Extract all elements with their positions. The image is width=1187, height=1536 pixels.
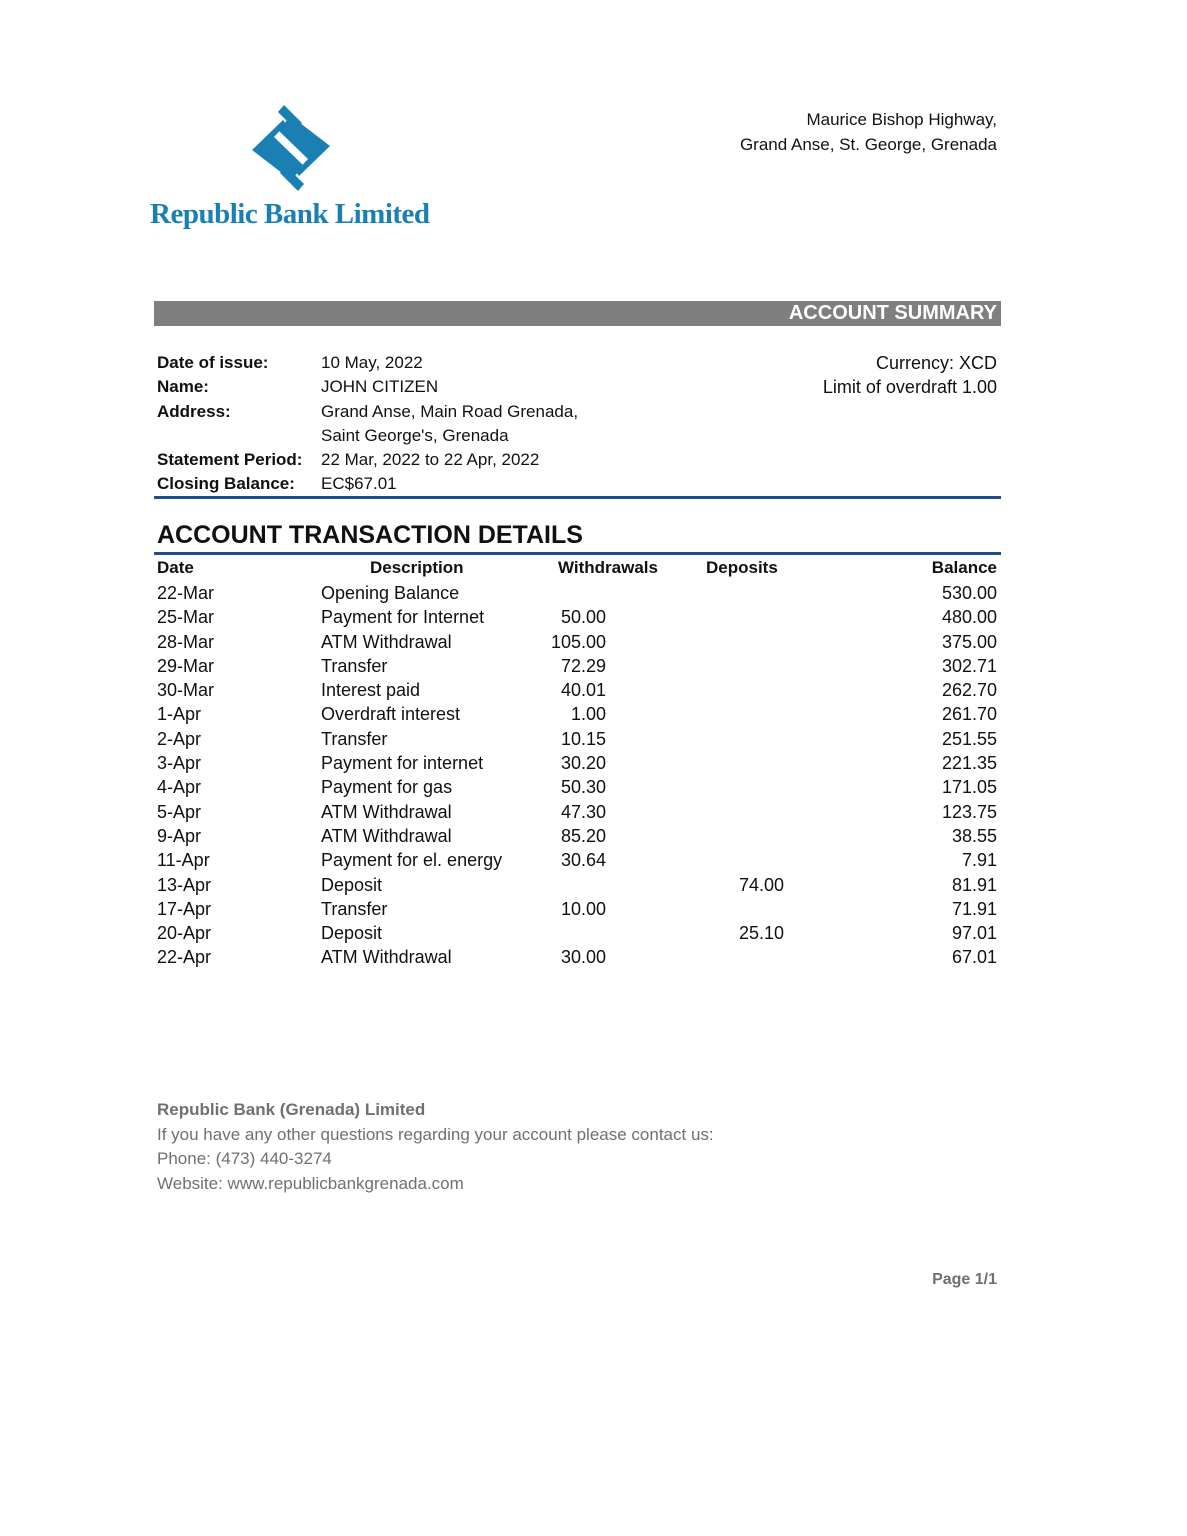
row-description: Transfer <box>321 728 388 749</box>
header-balance: Balance <box>931 558 997 577</box>
header-description: Description <box>370 558 464 577</box>
table-row <box>157 751 997 775</box>
bank-logo-icon <box>246 100 336 196</box>
info-row-period <box>157 448 578 472</box>
header-date: Date <box>157 558 194 577</box>
name-value: JOHN CITIZEN <box>321 377 439 397</box>
period-value: 22 Mar, 2022 to 22 Apr, 2022 <box>321 450 540 470</box>
row-withdrawal: 1.00 <box>570 704 606 725</box>
row-date: 17-Apr <box>157 898 212 919</box>
closing-value: EC$67.01 <box>321 474 397 494</box>
info-row-address <box>157 400 578 424</box>
row-balance: 530.00 <box>941 583 997 603</box>
address-label: Address: <box>157 401 231 421</box>
account-summary-bar: ACCOUNT SUMMARY <box>154 301 1001 326</box>
transactions-divider <box>154 552 1001 555</box>
date-value: 10 May, 2022 <box>321 353 423 372</box>
bank-address-line2: Grand Anse, St. George, Grenada <box>739 135 997 154</box>
table-row <box>157 824 997 848</box>
row-date: 20-Apr <box>157 923 212 944</box>
row-date: 4-Apr <box>157 777 202 798</box>
row-balance: 71.91 <box>951 898 997 919</box>
row-withdrawal: 10.00 <box>560 898 606 919</box>
row-balance: 97.01 <box>951 923 997 944</box>
row-balance: 38.55 <box>951 825 997 846</box>
table-row <box>157 800 997 824</box>
row-date: 22-Mar <box>157 583 215 603</box>
row-balance: 261.70 <box>941 704 997 725</box>
table-row <box>157 848 997 872</box>
row-balance: 81.91 <box>951 874 997 895</box>
row-description: Payment for internet <box>321 753 484 774</box>
row-balance: 171.05 <box>941 777 997 798</box>
overdraft-limit: Limit of overdraft 1.00 <box>822 377 997 398</box>
footer-phone: Phone: (473) 440-3274 <box>157 1149 332 1168</box>
row-deposit: 25.10 <box>738 923 784 944</box>
address-value-line1: Grand Anse, Main Road Grenada, <box>321 401 579 421</box>
row-description: Interest paid <box>321 680 421 701</box>
row-withdrawal: 30.20 <box>560 753 606 774</box>
row-description: Overdraft interest <box>321 704 461 725</box>
row-date: 2-Apr <box>157 728 202 749</box>
table-row <box>157 605 997 629</box>
row-date: 1-Apr <box>157 704 202 725</box>
row-withdrawal: 50.30 <box>560 777 606 798</box>
row-balance: 480.00 <box>941 607 997 628</box>
row-description: Deposit <box>321 874 383 895</box>
row-withdrawal: 30.64 <box>560 850 606 871</box>
page-number: Page 1/1 <box>932 1271 997 1288</box>
row-description: ATM Withdrawal <box>321 947 452 968</box>
info-row-name <box>157 375 578 399</box>
row-date: 5-Apr <box>157 801 202 822</box>
header-withdrawals: Withdrawals <box>558 558 658 577</box>
info-row-closing <box>157 472 578 496</box>
footer-contact: If you have any other questions regarding your account please contact us: <box>157 1124 714 1144</box>
currency-value: Currency: XCD <box>875 353 997 373</box>
row-description: Payment for Internet <box>321 607 485 628</box>
table-row <box>157 921 997 945</box>
header-deposits: Deposits <box>706 558 778 577</box>
row-date: 9-Apr <box>157 825 202 846</box>
table-row <box>157 702 997 726</box>
row-withdrawal: 85.20 <box>560 825 606 846</box>
row-withdrawal: 72.29 <box>560 655 606 676</box>
footer <box>157 1098 714 1196</box>
date-label: Date of issue: <box>157 353 269 372</box>
bank-address-line1: Maurice Bishop Highway, <box>806 110 997 129</box>
table-row <box>157 654 997 678</box>
row-withdrawal: 105.00 <box>550 631 606 652</box>
row-date: 28-Mar <box>157 631 215 652</box>
account-info <box>157 351 578 497</box>
table-row <box>157 873 997 897</box>
row-date: 3-Apr <box>157 753 202 774</box>
row-balance: 375.00 <box>941 631 997 652</box>
transactions-header <box>157 556 997 580</box>
table-row <box>157 727 997 751</box>
account-info-right <box>823 351 997 400</box>
row-description: ATM Withdrawal <box>321 825 452 846</box>
row-date: 30-Mar <box>157 680 215 701</box>
row-balance: 7.91 <box>961 850 997 871</box>
row-deposit: 74.00 <box>738 874 784 895</box>
info-row-address-2 <box>157 424 578 448</box>
table-row <box>157 678 997 702</box>
bank-logo-text: Republic Bank Limited <box>150 198 430 230</box>
row-description: Transfer <box>321 655 388 676</box>
row-withdrawal: 47.30 <box>560 801 606 822</box>
row-description: Payment for el. energy <box>321 850 503 871</box>
address-value-line2: Saint George's, Grenada <box>321 425 509 445</box>
row-balance: 67.01 <box>951 947 997 968</box>
row-balance: 221.35 <box>941 753 997 774</box>
row-description: ATM Withdrawal <box>321 631 452 652</box>
table-row <box>157 775 997 799</box>
name-label: Name: <box>157 377 209 397</box>
table-row <box>157 581 997 605</box>
row-withdrawal: 30.00 <box>560 947 606 968</box>
row-date: 25-Mar <box>157 607 215 628</box>
closing-label: Closing Balance: <box>157 474 295 494</box>
footer-website: Website: www.republicbankgrenada.com <box>157 1173 464 1193</box>
row-balance: 123.75 <box>941 801 997 822</box>
footer-company: Republic Bank (Grenada) Limited <box>157 1100 426 1119</box>
transactions-table <box>157 581 997 970</box>
row-description: Payment for gas <box>321 777 453 798</box>
row-description: Transfer <box>321 898 388 919</box>
row-date: 11-Apr <box>157 850 210 871</box>
transactions-title: ACCOUNT TRANSACTION DETAILS <box>157 521 583 549</box>
bank-address <box>740 107 997 157</box>
period-label: Statement Period: <box>157 450 303 470</box>
row-withdrawal: 10.15 <box>560 728 606 749</box>
table-row <box>157 897 997 921</box>
row-description: Opening Balance <box>321 583 460 603</box>
row-date: 22-Apr <box>157 947 212 968</box>
row-description: ATM Withdrawal <box>321 801 452 822</box>
row-balance: 262.70 <box>941 680 997 701</box>
row-balance: 251.55 <box>941 728 997 749</box>
row-description: Deposit <box>321 923 383 944</box>
row-withdrawal: 50.00 <box>560 607 606 628</box>
table-row <box>157 945 997 969</box>
row-date: 29-Mar <box>157 655 215 676</box>
row-balance: 302.71 <box>941 655 997 676</box>
info-row-date <box>157 351 578 375</box>
row-date: 13-Apr <box>157 874 212 895</box>
table-row <box>157 630 997 654</box>
row-withdrawal: 40.01 <box>560 680 606 701</box>
summary-divider <box>154 496 1001 499</box>
